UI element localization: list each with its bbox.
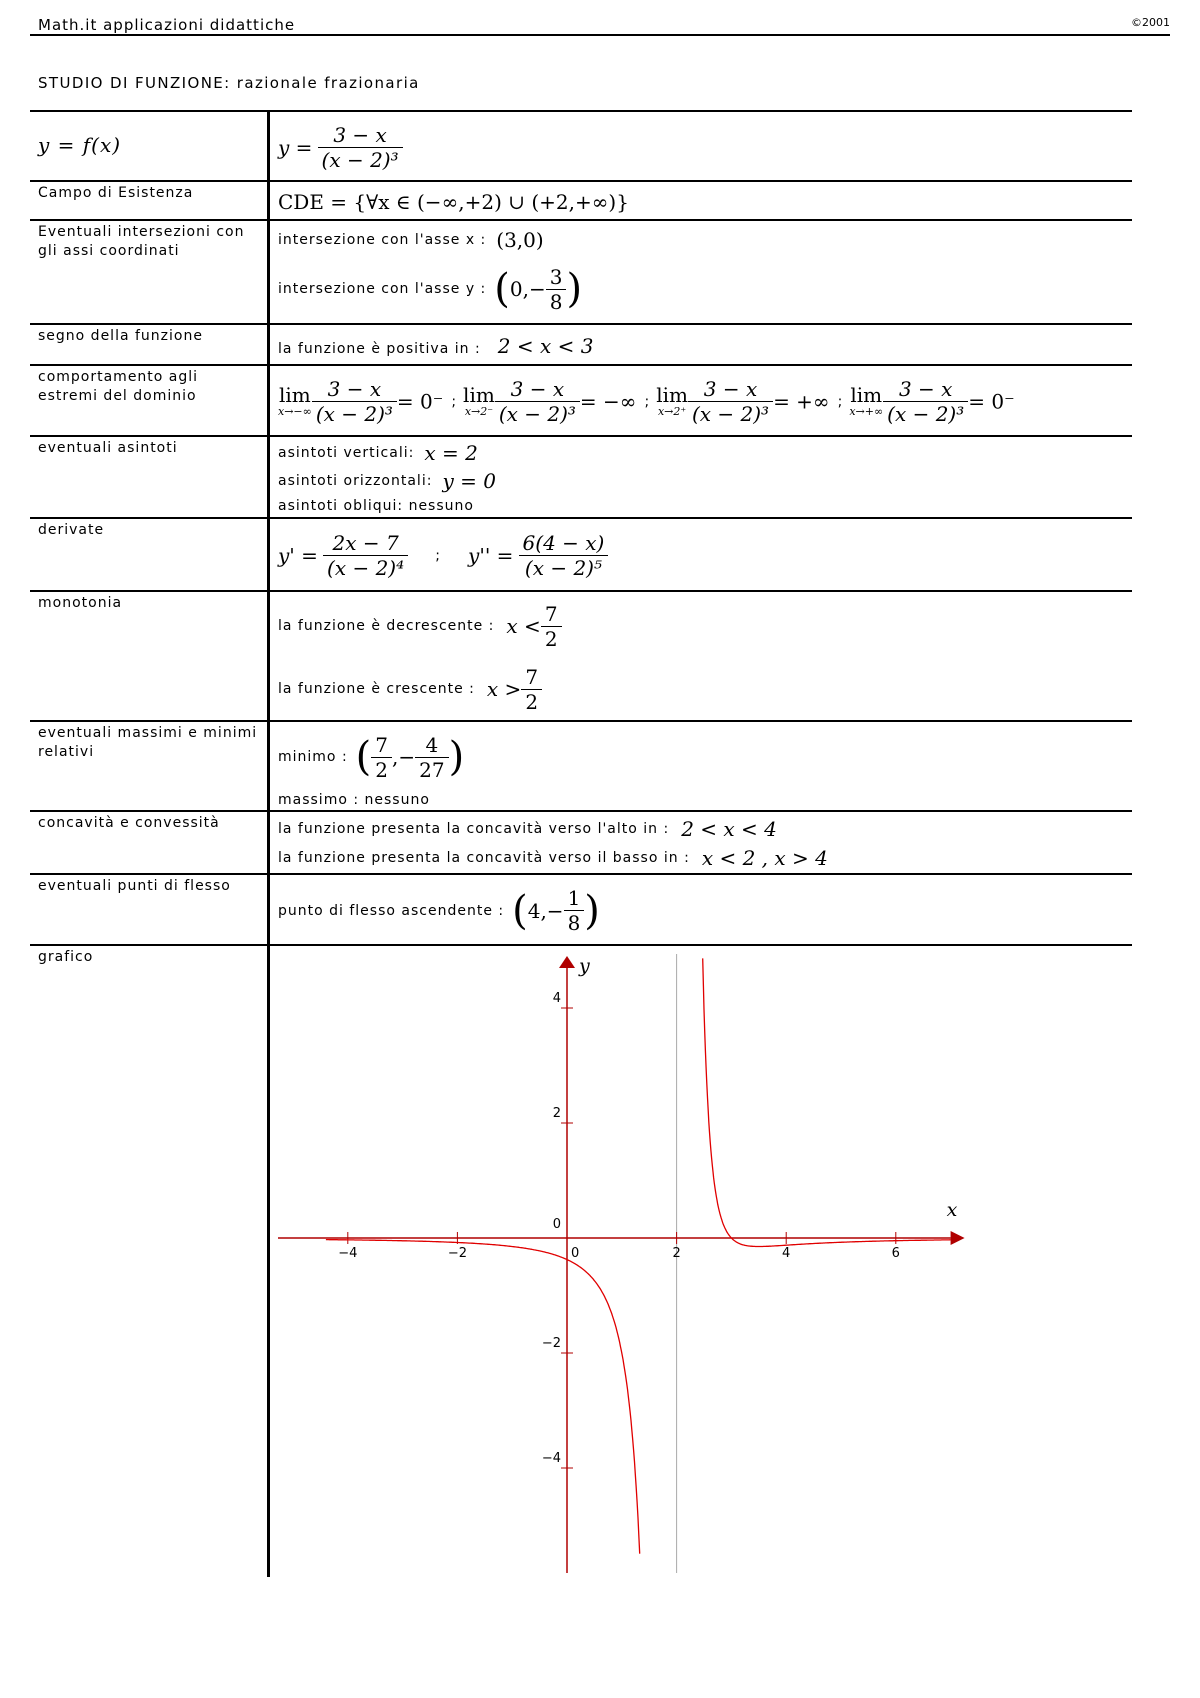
concave-up-value: 2 < x < 4 — [681, 816, 777, 841]
graph-label: grafico — [30, 945, 269, 1577]
first-derivative-fraction — [323, 531, 408, 580]
x-tick-label: 4 — [782, 1246, 791, 1261]
x-tick-label: −2 — [447, 1246, 467, 1261]
second-derivative-lhs: y'' = — [468, 543, 514, 568]
page-title: STUDIO DI FUNZIONE: razionale frazionaria — [38, 74, 420, 92]
function-denominator: (x − 2)³ — [318, 147, 403, 172]
x-tick-label: 6 — [891, 1246, 900, 1261]
second-derivative-num: 6(4 − x) — [522, 531, 605, 555]
minimum-x-num: 7 — [375, 732, 389, 757]
row-monotony — [30, 591, 1132, 721]
limit-result: = 0⁻ — [396, 389, 444, 414]
increasing-den: 2 — [521, 689, 542, 714]
second-derivative-den: (x − 2)⁵ — [519, 555, 609, 580]
limit-separator: ; — [451, 393, 458, 410]
vertical-asymptote-text: asintoti verticali: — [278, 445, 415, 461]
minimum-y-den: 27 — [415, 757, 448, 782]
y-intersection-open: 0,− — [509, 277, 546, 301]
sign-value: 2 < x < 3 — [497, 333, 594, 358]
limit-expression — [656, 377, 844, 426]
y-intersection-num: 3 — [549, 264, 563, 289]
behaviour-label: comportamento agli estremi del dominio — [30, 365, 269, 436]
limit-operator: lim x→+∞ — [849, 383, 884, 418]
concave-up-text: la funzione presenta la concavità verso l'alto in : — [278, 820, 670, 837]
minimum-text: minimo : — [278, 749, 348, 765]
copyright: ©2001 — [1131, 16, 1170, 29]
increasing-num: 7 — [525, 664, 539, 689]
first-derivative-lhs: y' = — [278, 543, 318, 568]
decreasing-fraction — [541, 602, 562, 651]
inflection-label: eventuali punti di flesso — [30, 874, 269, 945]
inflection-text: punto di flesso ascendente : — [278, 902, 505, 919]
cde-value: CDE = {∀x ∈ (−∞,+2) ∪ (+2,+∞)} — [278, 189, 629, 214]
row-graph — [30, 945, 1132, 1577]
y-axis-label: y — [579, 955, 590, 977]
second-derivative-fraction — [519, 531, 609, 580]
decreasing-num: 7 — [544, 601, 558, 626]
increasing-rel: x > — [486, 677, 522, 701]
y-tick-label: 4 — [552, 991, 561, 1006]
limit-fraction: $\frac{3 - x}{\text{(x − 2)³}}$ — [312, 377, 397, 426]
x-tick-label: 2 — [672, 1246, 681, 1261]
limit-expression — [278, 377, 458, 426]
derivatives-label: derivate — [30, 518, 269, 591]
increasing-fraction — [521, 665, 542, 714]
decreasing-text: la funzione è decrescente : — [278, 618, 495, 634]
x-axis-label: x — [946, 1199, 958, 1221]
x-axis-arrow — [951, 1231, 965, 1245]
first-derivative-num: 2x − 7 — [332, 531, 399, 555]
y-intersection-den: 8 — [546, 289, 567, 314]
row-intersections: Eventuali intersezioni con gli assi coordinati intersezione con l'asse x : (3,0) intersezione con l'asse y : ( 0,− $\frac{3}{8}$ ) — [30, 220, 1132, 324]
limit-expression — [849, 377, 1022, 426]
limit-operator: lim x→2⁺ — [656, 383, 688, 418]
limit-separator: ; — [837, 393, 844, 410]
inflection-den: 8 — [564, 910, 585, 935]
row-function — [30, 111, 1132, 181]
row-extrema: eventuali massimi e minimi relativi minimo : ( $\frac{7}{2}$ ,− $\frac{4}{27}$ ) massimo : nessuno — [30, 721, 1132, 811]
sign-label: segno della funzione — [30, 324, 269, 365]
limit-fraction: $\frac{3 - x}{\text{(x − 2)³}}$ — [883, 377, 968, 426]
row-cde — [30, 181, 1132, 220]
decreasing-den: 2 — [541, 626, 562, 651]
x-intersection-value: (3,0) — [496, 228, 544, 252]
row-derivatives — [30, 518, 1132, 591]
derivatives-separator: ; — [435, 547, 441, 564]
concave-down-value: x < 2 , x > 4 — [701, 845, 828, 870]
cde-label: Campo di Esistenza — [30, 181, 269, 220]
y-tick-label: −4 — [541, 1451, 561, 1466]
y-tick-label: 0 — [552, 1217, 561, 1232]
oblique-asymptote-text: asintoti obliqui: nessuno — [278, 498, 474, 514]
y-axis-arrow — [559, 956, 575, 968]
x-intersection-text: intersezione con l'asse x : — [278, 232, 487, 248]
row-concavity — [30, 811, 1132, 874]
y-tick-label: 2 — [552, 1106, 561, 1121]
horizontal-asymptote-value: y = 0 — [442, 469, 496, 493]
function-lhs: y = — [278, 135, 313, 159]
site-name: Math.it applicazioni didattiche — [38, 16, 296, 34]
limit-result: = −∞ — [579, 389, 637, 414]
maximum-text: massimo : nessuno — [278, 792, 430, 808]
x-tick-label: 0 — [571, 1246, 580, 1261]
minimum-sep: ,− — [392, 745, 416, 769]
vertical-asymptote-value: x = 2 — [424, 441, 478, 465]
decreasing-rel: x < — [506, 614, 541, 638]
minimum-x-fraction — [371, 733, 392, 782]
sign-text: la funzione è positiva in : — [278, 340, 481, 357]
limits-cell — [269, 365, 1133, 436]
limit-operator: lim x→2⁻ — [463, 383, 495, 418]
minimum-y-fraction — [415, 733, 448, 782]
limit-expression — [463, 377, 651, 426]
function-curve-right — [703, 958, 951, 1246]
function-numerator: 3 − x — [333, 122, 387, 147]
y-tick-label: −2 — [541, 1336, 561, 1351]
concave-down-text: la funzione presenta la concavità verso il basso in : — [278, 849, 690, 866]
function-label: y = f(x) — [38, 133, 122, 157]
y-intersection-fraction — [546, 265, 567, 314]
row-behaviour — [30, 365, 1132, 436]
intersections-label: Eventuali intersezioni con gli assi coordinati — [30, 220, 269, 324]
limit-fraction: $\frac{3 - x}{\text{(x − 2)³}}$ — [688, 377, 773, 426]
increasing-text: la funzione è crescente : — [278, 681, 475, 697]
monotony-label: monotonia — [30, 591, 269, 721]
horizontal-asymptote-text: asintoti orizzontali: — [278, 473, 433, 489]
limit-result: = 0⁻ — [968, 389, 1015, 414]
inflection-fraction — [564, 886, 585, 935]
asymptotes-label: eventuali asintoti — [30, 436, 269, 518]
limit-result: = +∞ — [773, 389, 830, 414]
limit-operator: lim x→−∞ — [278, 383, 312, 418]
inflection-open: 4,− — [527, 898, 564, 923]
minimum-y-num: 4 — [425, 732, 439, 757]
limit-separator: ; — [644, 393, 651, 410]
study-table — [30, 110, 1132, 1577]
function-fraction — [318, 123, 403, 172]
row-sign — [30, 324, 1132, 365]
header-rule — [30, 34, 1170, 36]
function-curve-left — [326, 1240, 640, 1554]
row-asymptotes — [30, 436, 1132, 518]
extrema-label: eventuali massimi e minimi relativi — [30, 721, 269, 811]
first-derivative-den: (x − 2)⁴ — [323, 555, 408, 580]
y-intersection-text: intersezione con l'asse y : — [278, 281, 487, 297]
function-graph — [270, 946, 1132, 1573]
concavity-label: concavità e convessità — [30, 811, 269, 874]
inflection-num: 1 — [567, 886, 581, 910]
x-tick-label: −4 — [338, 1246, 358, 1261]
row-inflection: eventuali punti di flesso punto di flesso ascendente : ( 4,− $\frac{1}{8}$ ) — [30, 874, 1132, 945]
limit-fraction: $\frac{3 - x}{\text{(x − 2)³}}$ — [495, 377, 580, 426]
minimum-x-den: 2 — [371, 757, 392, 782]
